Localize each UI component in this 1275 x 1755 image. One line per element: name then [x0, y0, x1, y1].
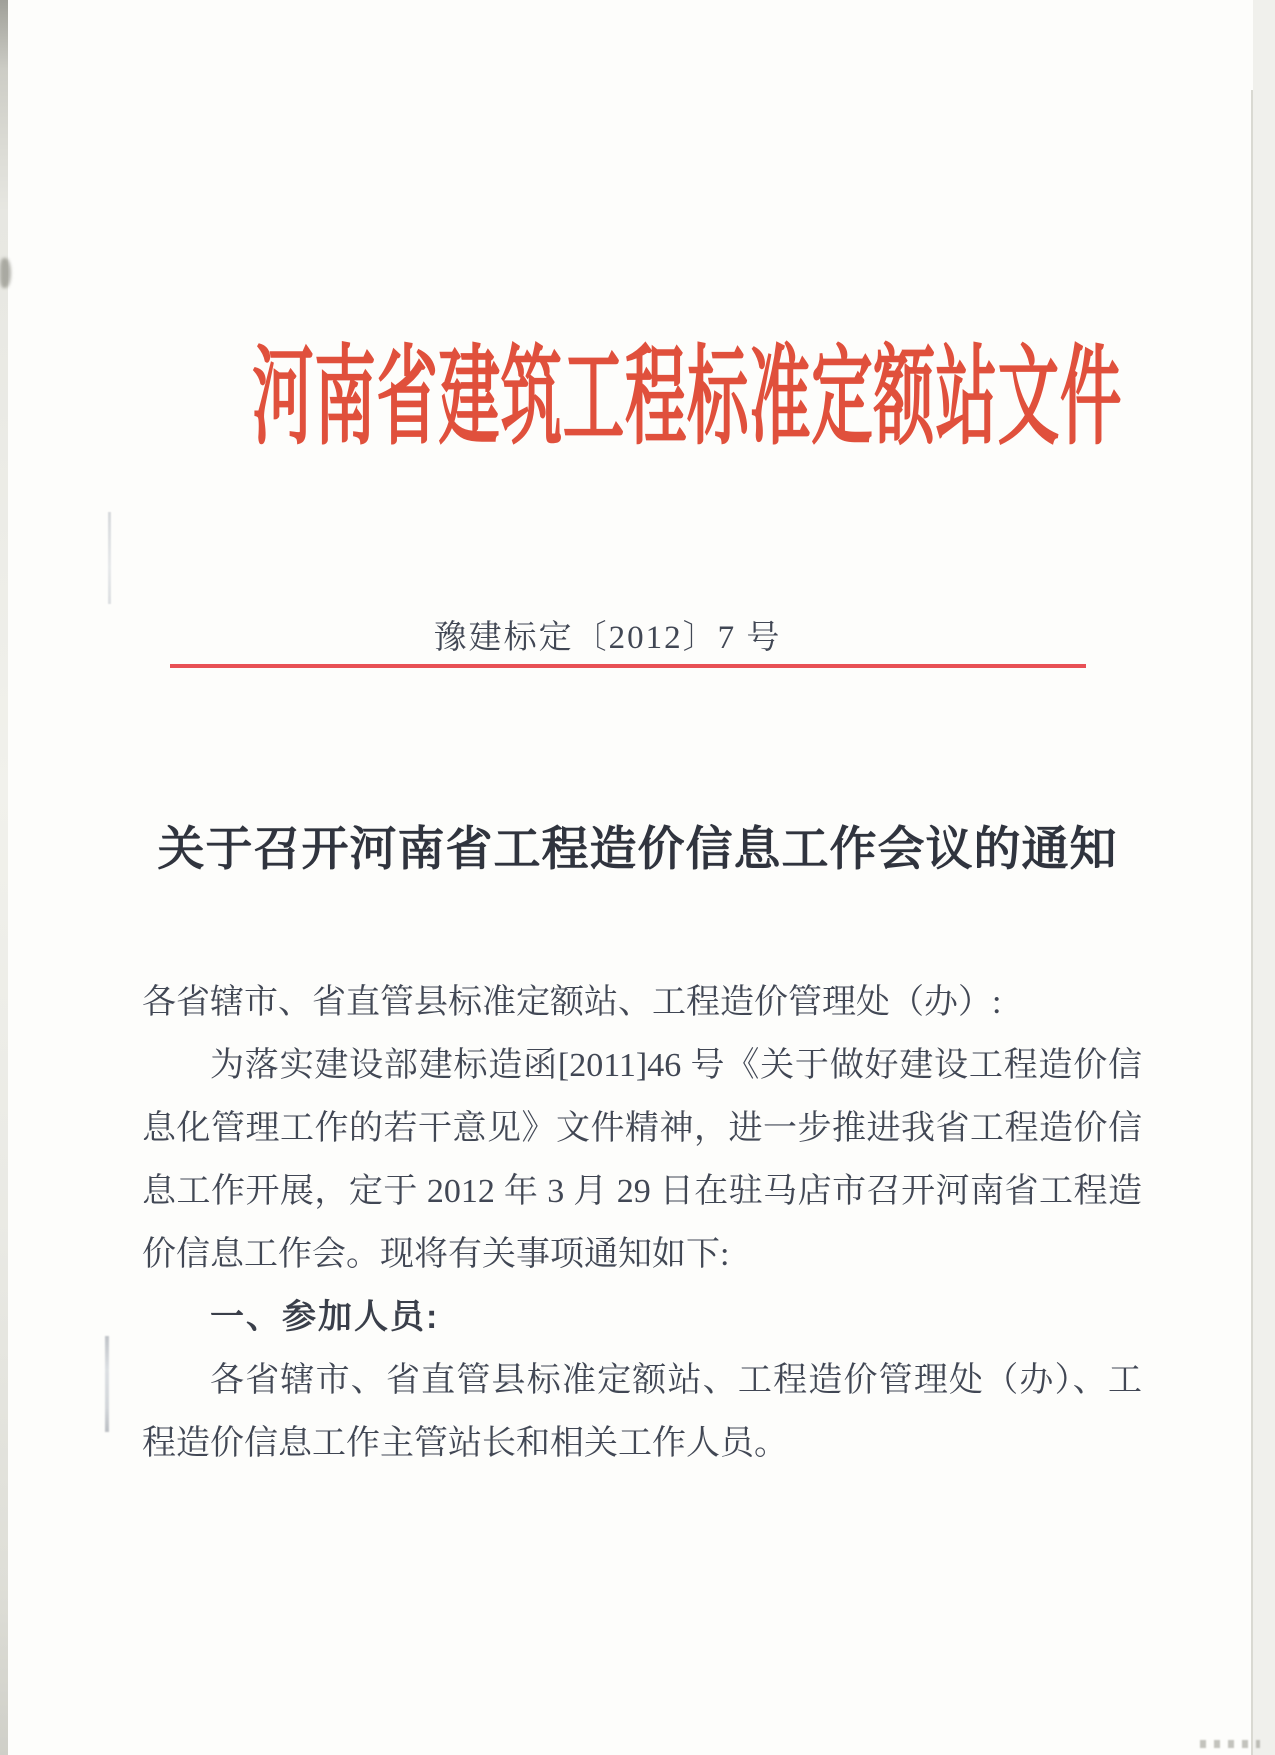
scan-artifact-smudge-lower [105, 1336, 109, 1432]
letterhead-title: 河南省建筑工程标准定额站文件 [252, 339, 1122, 458]
scan-artifact-smudge-upper [108, 512, 111, 604]
scan-artifact-bottom-marks [1200, 1740, 1260, 1748]
section-1-heading: 一、参加人员: [210, 1298, 440, 1336]
scan-artifact-left-nick [0, 258, 11, 288]
salutation-line: 各省辖市、省直管县标准定额站、工程造价管理处（办）: [142, 984, 1002, 1021]
scan-artifact-right-strip [1253, 0, 1275, 1755]
red-separator-line [170, 664, 1086, 668]
document-body [142, 971, 1142, 1475]
document-number: 豫建标定〔2012〕7 号 [433, 620, 782, 656]
document-title: 关于召开河南省工程造价信息工作会议的通知 [157, 824, 1118, 876]
scan-artifact-right-fold-line [1251, 90, 1253, 1755]
body-paragraph-1: 为落实建设部建标造函[2011]46 号《关于做好建设工程造价信息化管理工作的若干意见》文件精神，进一步推进我省工程造价信息工作开展，定于 2012 年 3 月 29 日在驻马店市召开河南省工程造价信息工作会。现将有关事项通知如下: [142, 1047, 1142, 1273]
section-1-body: 各省辖市、省直管县标准定额站、工程造价管理处（办）、工程造价信息工作主管站长和相关工作人员。 [142, 1362, 1142, 1462]
